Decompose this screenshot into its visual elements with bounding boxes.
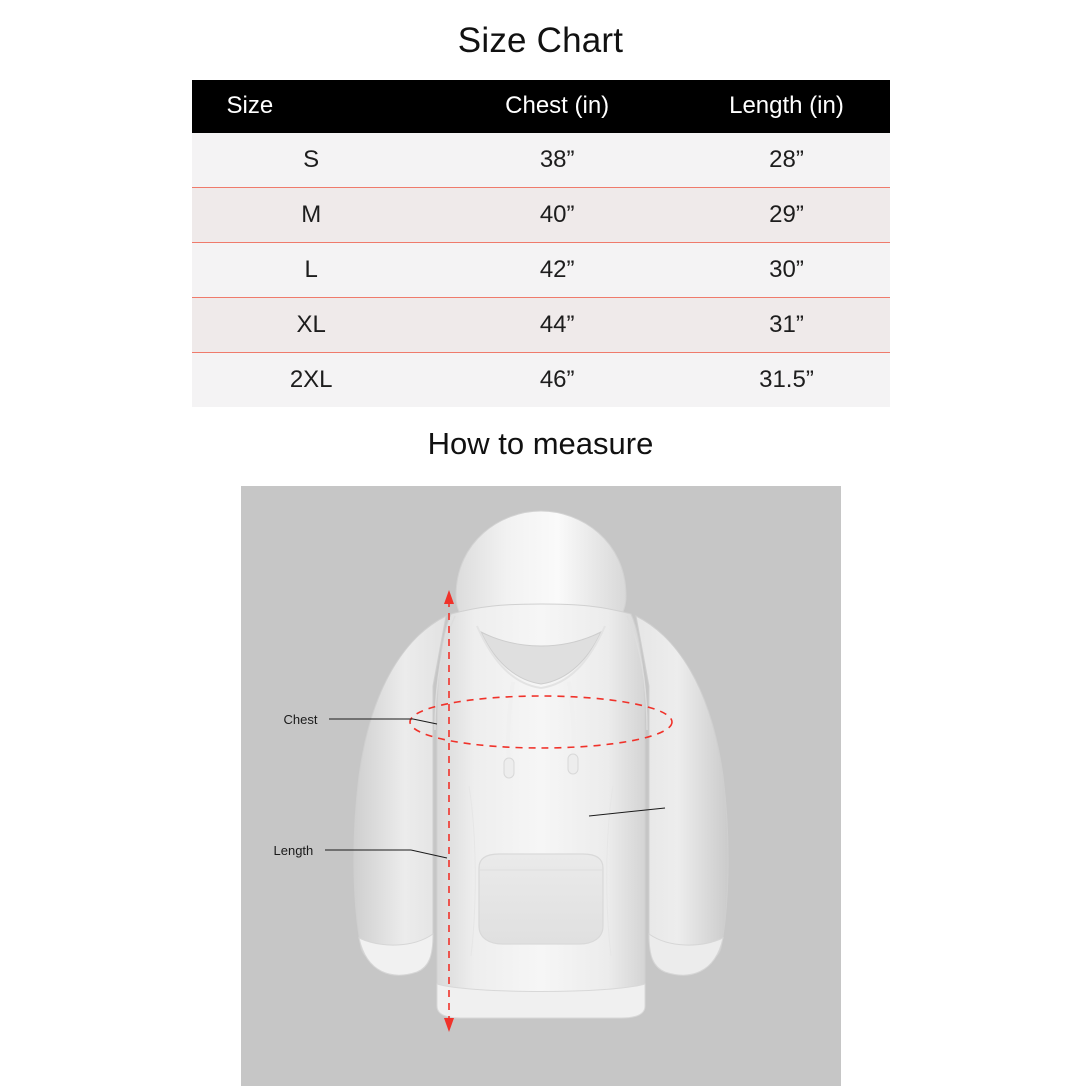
cell-length: 29” [683,187,889,242]
chest-label: Chest [283,711,318,727]
cell-length: 30” [683,242,889,297]
how-to-measure-heading: How to measure [427,425,654,461]
cell-size: M [192,187,431,242]
size-table-container [192,80,890,407]
page-title: Size Chart [457,21,624,60]
cell-size: L [192,242,431,297]
cell-chest: 46” [431,352,684,407]
measurement-diagram [241,486,841,1086]
cell-chest: 44” [431,297,684,352]
cell-size: 2XL [192,352,431,407]
table-row [192,242,890,297]
table-row [192,187,890,242]
table-row [192,352,890,407]
cell-chest: 42” [431,242,684,297]
cell-chest: 38” [431,133,684,188]
column-header-size: Size [192,80,431,133]
hoodie-illustration [241,486,841,1086]
table-row [192,133,890,188]
size-table-head [192,80,890,133]
cell-chest: 40” [431,187,684,242]
length-label: Length [273,842,314,858]
size-table [192,80,890,407]
cell-length: 31.5” [683,352,889,407]
cell-length: 31” [683,297,889,352]
cell-size: S [192,133,431,188]
cell-size: XL [192,297,431,352]
cell-length: 28” [683,133,889,188]
column-header-chest: Chest (in) [431,80,684,133]
table-row [192,297,890,352]
size-table-body [192,133,890,407]
table-header-row [192,80,890,133]
column-header-length: Length (in) [683,80,889,133]
